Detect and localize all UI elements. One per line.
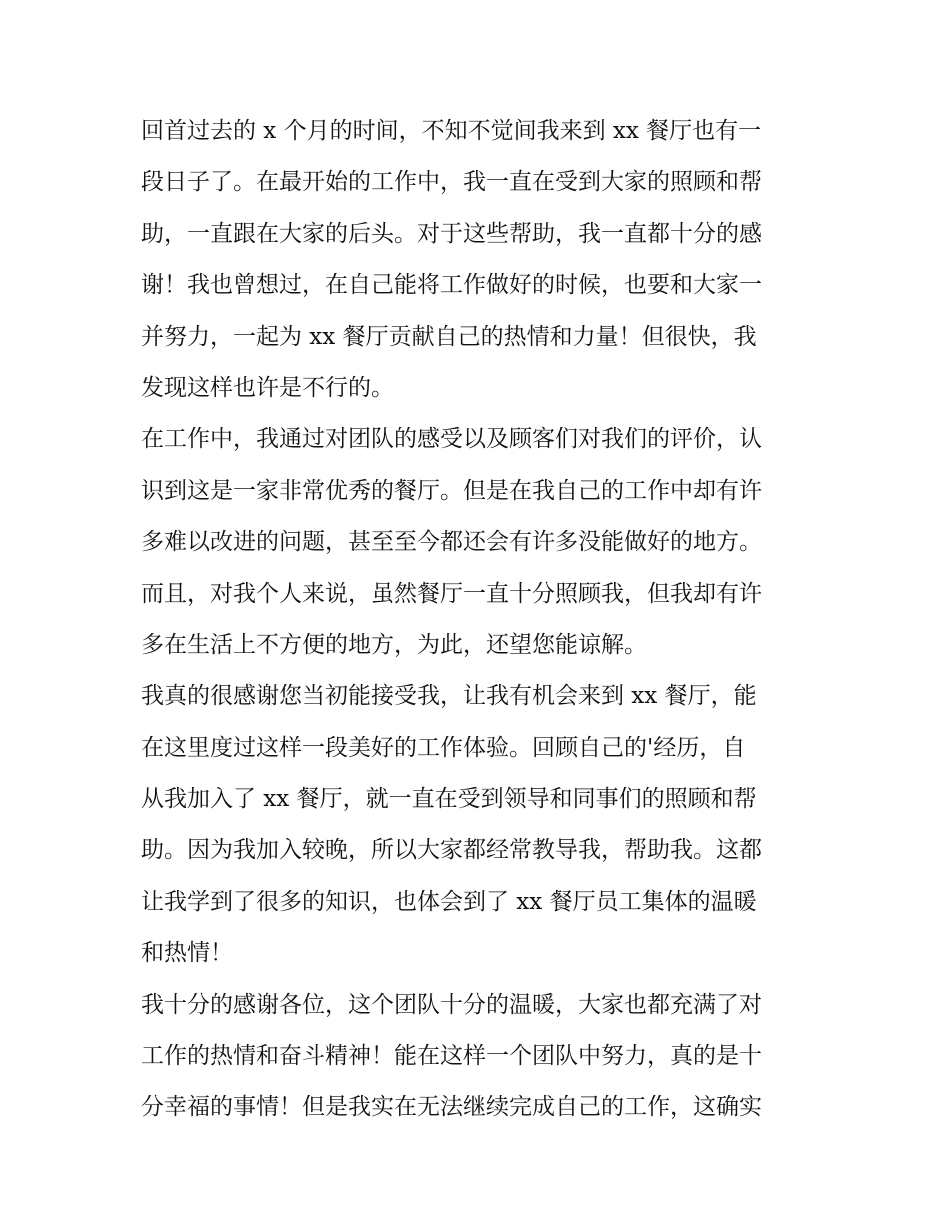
text-line: 工作的热情和奋斗精神！能在这样一个团队中努力，真的是十 (141, 1043, 762, 1070)
document-body (141, 106, 813, 1134)
text-line: 发现这样也许是不行的。 (141, 374, 394, 401)
text-line: 从我加入了 xx 餐厅，就一直在受到领导和同事们的照顾和帮 (141, 786, 757, 813)
text-line: 多在生活上不方便的地方，为此，还望您能谅解。 (141, 631, 647, 658)
text-line: 我十分的感谢各位，这个团队十分的温暖，大家也都充满了对 (141, 991, 762, 1018)
text-line: 分幸福的事情！但是我实在无法继续完成自己的工作，这确实 (141, 1094, 762, 1121)
text-line: 段日子了。在最开始的工作中，我一直在受到大家的照顾和帮 (141, 169, 762, 196)
text-line: 在这里度过这样一段美好的工作体验。回顾自己的'经历，自 (141, 734, 746, 761)
text-line: 让我学到了很多的知识，也体会到了 xx 餐厅员工集体的温暖 (141, 888, 757, 915)
text-line: 助。因为我加入较晚，所以大家都经常教导我，帮助我。这都 (141, 837, 762, 864)
text-line: 在工作中，我通过对团队的感受以及顾客们对我们的评价，认 (141, 426, 762, 453)
text-line: 和热情！ (141, 940, 233, 967)
text-line: 谢！我也曾想过，在自己能将工作做好的时候，也要和大家一 (141, 272, 762, 299)
text-line: 而且，对我个人来说，虽然餐厅一直十分照顾我，但我却有许 (141, 580, 762, 607)
text-line: 并努力，一起为 xx 餐厅贡献自己的热情和力量！但很快，我 (141, 323, 757, 350)
text-line: 助，一直跟在大家的后头。对于这些帮助，我一直都十分的感 (141, 220, 762, 247)
text-line: 多难以改进的问题，甚至至今都还会有许多没能做好的地方。 (141, 529, 762, 556)
text-line: 回首过去的 x 个月的时间，不知不觉间我来到 xx 餐厅也有一 (141, 118, 762, 144)
text-line: 我真的很感谢您当初能接受我，让我有机会来到 xx 餐厅，能 (141, 683, 757, 710)
text-line: 识到这是一家非常优秀的餐厅。但是在我自己的工作中却有许 (141, 477, 762, 504)
